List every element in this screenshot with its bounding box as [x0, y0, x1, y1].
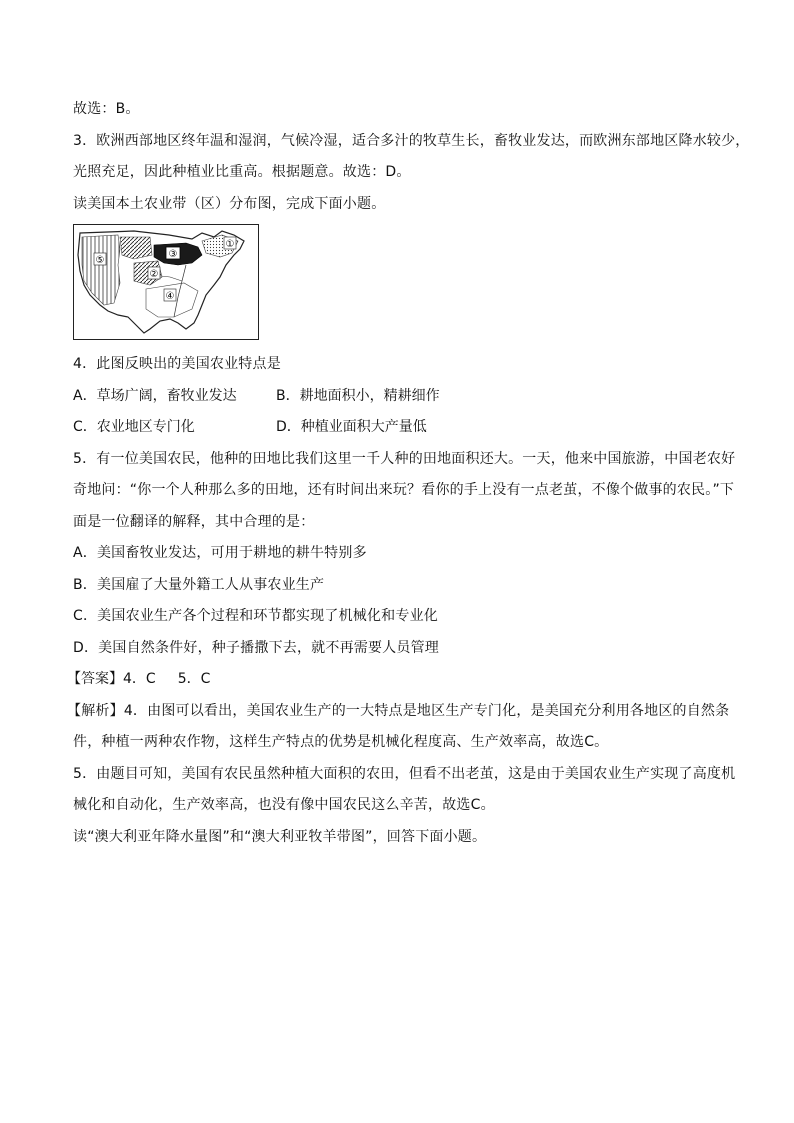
analysis-line-4: 械化和自动化，生产效率高，也没有像中国农民这么辛苦，故选C。 — [73, 797, 495, 813]
question-4-options-row-1 — [73, 385, 733, 407]
answer-section — [67, 668, 733, 690]
answer-4: 4．C — [123, 671, 156, 687]
question-5-option-a: A．美国畜牧业发达，可用于耕地的耕牛特别多 — [73, 545, 367, 561]
us-agriculture-map-figure — [74, 225, 258, 339]
analysis-label: 【解析】 — [67, 702, 124, 719]
region-5-grazing — [82, 235, 120, 305]
region-2-label: ② — [149, 269, 159, 280]
region-5-label: ⑤ — [95, 255, 105, 266]
instruction-line: 读美国本土农业带（区）分布图，完成下面小题。 — [73, 195, 386, 212]
analysis-line-3: 5．由题目可知，美国有农民虽然种植大面积的农田，但看不出老茧，这是由于美国农业生产实现了高度机 — [73, 765, 736, 782]
region-1-label: ① — [225, 239, 235, 250]
answer-line: 故选：B。 — [73, 101, 140, 117]
question-4-option-b: B．耕地面积小，精耕细作 — [276, 387, 440, 404]
question-5-stem-3: 面是一位翻译的解释，其中合理的是： — [73, 513, 315, 530]
question-4-option-c: C．农业地区专门化 — [73, 419, 195, 435]
analysis-line-2: 件，种植一两种农作物，这样生产特点的优势是机械化程度高、生产效率高，故选C。 — [73, 734, 609, 750]
question-4-option-d: D．种植业面积大产量低 — [276, 419, 427, 435]
question-4-options-row-2 — [73, 416, 733, 438]
us-agriculture-map — [73, 224, 259, 340]
question-4-stem: 4．此图反映出的美国农业特点是 — [73, 356, 281, 372]
question-5-stem-1: 5．有一位美国农民，他种的田地比我们这里一千人种的田地面积还大。一天，他来中国旅游，中国老农好 — [73, 450, 736, 467]
answer-5: 5．C — [177, 671, 211, 687]
explanation-line-2: 光照充足，因此种植业比重高。根据题意。故选：D。 — [73, 164, 411, 180]
next-instruction-line: 读“澳大利亚年降水量图”和“澳大利亚牧羊带图”，回答下面小题。 — [73, 828, 487, 845]
region-3-label: ③ — [168, 249, 178, 260]
region-wheat — [120, 237, 152, 259]
region-4-label: ④ — [165, 291, 175, 302]
answer-label: 【答案】 — [67, 671, 123, 687]
analysis-line-1 — [67, 700, 733, 722]
document-page — [67, 98, 750, 857]
question-5-option-c: C．美国农业生产各个过程和环节都实现了机械化和专业化 — [73, 608, 438, 624]
question-4-option-a: A．草场广阔，畜牧业发达 — [73, 387, 237, 404]
explanation-line-1: 3．欧洲西部地区终年温和湿润，气候冷湿，适合多汁的牧草生长，畜牧业发达，而欧洲东部地区降水较少， — [73, 132, 750, 149]
question-5-option-d: D．美国自然条件好，种子播撒下去，就不再需要人员管理 — [73, 639, 439, 656]
question-5-option-b: B．美国雇了大量外籍工人从事农业生产 — [73, 576, 325, 593]
question-5-stem-2: 奇地问：“你一个人种那么多的田地，还有时间出来玩？看你的手上没有一点老茧，不像个做事的农民。”下 — [73, 482, 735, 498]
analysis-text-1: 4．由图可以看出，美国农业生产的一大特点是地区生产专门化，是美国充分利用各地区的自然条 — [123, 702, 730, 719]
